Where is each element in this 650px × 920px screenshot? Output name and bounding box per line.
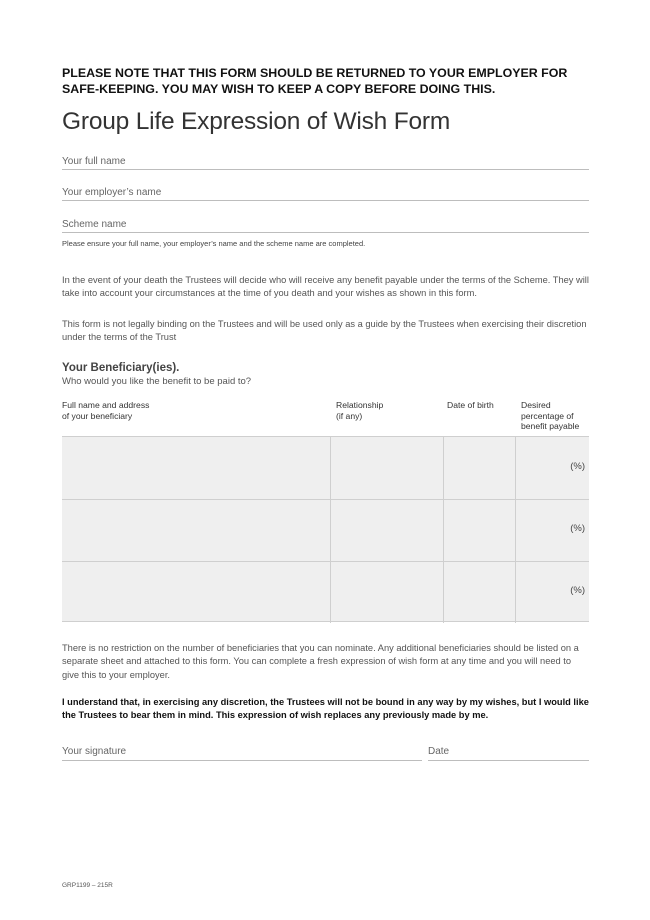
beneficiary-row[interactable] xyxy=(62,499,589,561)
percent-suffix: (%) xyxy=(570,523,585,534)
employer-name-field[interactable]: Your employer’s name xyxy=(62,187,589,201)
trustees-decision-paragraph: In the event of your death the Trustees will decide who will receive any benefit payable under the terms of the Scheme. They will take into account your circumstances at the time of you death and your wishes as shown in this form. xyxy=(62,275,589,299)
percent-suffix: (%) xyxy=(570,461,585,472)
column-header-name: Full name and address of your beneficiary xyxy=(62,400,150,421)
date-field[interactable]: Date xyxy=(428,746,589,761)
full-name-field[interactable]: Your full name xyxy=(62,156,589,170)
not-binding-paragraph: This form is not legally binding on the Trustees and will be used only as a guide by the Trustees when exercising their discretion under the terms of the Trust xyxy=(62,319,587,343)
beneficiary-row[interactable] xyxy=(62,561,589,623)
signature-field[interactable]: Your signature xyxy=(62,746,422,761)
column-header-dob: Date of birth xyxy=(447,400,494,410)
helper-text: Please ensure your full name, your employer’s name and the scheme name are completed. xyxy=(62,239,366,248)
beneficiaries-subheading: Who would you like the benefit to be paid to? xyxy=(62,376,252,387)
beneficiary-row[interactable] xyxy=(62,437,589,499)
additional-beneficiaries-paragraph: There is no restriction on the number of beneficiaries that you can nominate. Any additional beneficiaries should be listed on a separate sheet and attached to this form. You can complete a fresh expression of wish form at any time and you will need to give this to your employer. xyxy=(62,643,579,680)
column-header-percentage: Desired percentage of benefit payable xyxy=(521,400,580,431)
beneficiaries-heading: Your Beneficiary(ies). xyxy=(62,362,180,374)
scheme-name-field[interactable]: Scheme name xyxy=(62,219,589,233)
form-title: Group Life Expression of Wish Form xyxy=(62,108,451,135)
form-reference-code: GRP1199 – 215R xyxy=(62,882,113,889)
return-notice: PLEASE NOTE THAT THIS FORM SHOULD BE RETURNED TO YOUR EMPLOYER FOR SAFE-KEEPING. YOU MAY WISH TO KEEP A COPY BEFORE DOING THIS. xyxy=(62,66,568,96)
beneficiaries-table xyxy=(62,436,589,622)
declaration-paragraph: I understand that, in exercising any discretion, the Trustees will not be bound in any way by my wishes, but I would like the Trustees to bear them in mind. This expression of wish replaces any previously made by me. xyxy=(62,697,589,721)
column-header-relationship: Relationship (if any) xyxy=(336,400,384,421)
percent-suffix: (%) xyxy=(570,585,585,596)
